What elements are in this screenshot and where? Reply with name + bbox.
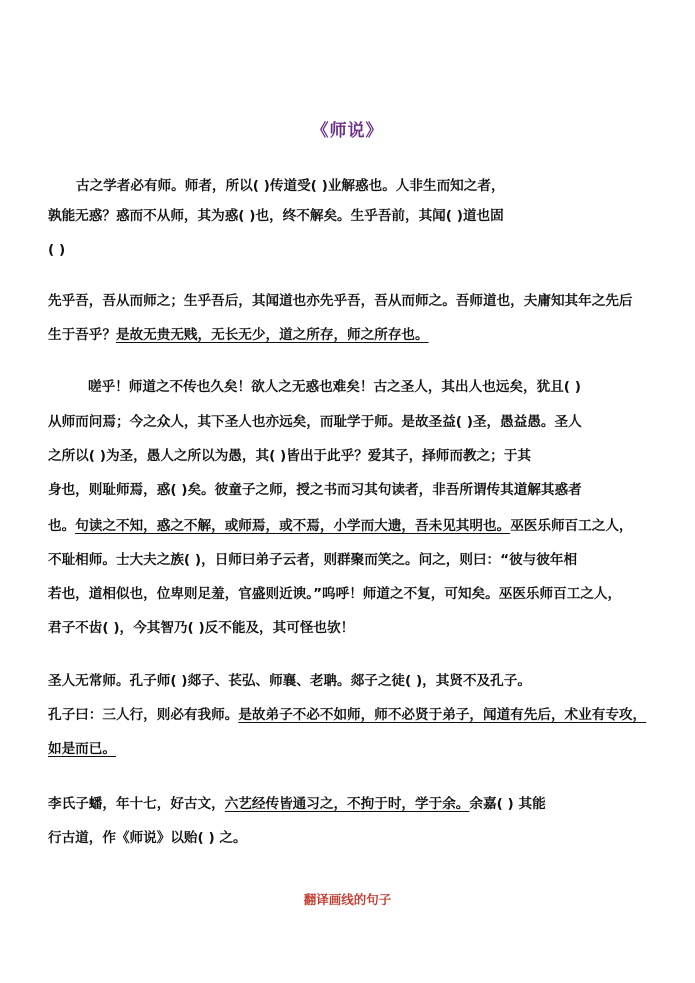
passage-line	[48, 240, 658, 260]
text-segment: 古之学者必有师。师者，所以( )传道受( )业解惑也。人非生而知之者，	[76, 178, 505, 194]
passage-line	[48, 705, 658, 725]
passage-line	[48, 516, 658, 536]
text-segment: 巫医乐师百工之人，	[510, 518, 633, 534]
text-segment: 孔子曰：三人行，则必有我师。	[48, 707, 239, 723]
passage-line	[48, 412, 658, 432]
text-segment: 若也，道相似也，位卑则足羞，官盛则近谀。”呜呼！师道之不复，可知矣。巫医乐师百工之人，	[48, 586, 622, 602]
text-segment: 不耻相师。士大夫之族( )，日师曰弟子云者，则群聚而笑之。问之，则曰：“彼与彼年相	[48, 552, 578, 568]
passage-line	[48, 671, 658, 691]
text-segment: 身也，则耻师焉，惑( )矣。彼童子之师，授之书而习其句读者，非吾所谓传其道解其惑者	[48, 482, 582, 498]
text-segment: 行古道，作《师说》以贻( ) 之。	[48, 830, 247, 846]
passage-line	[48, 291, 658, 311]
passage-line	[48, 828, 658, 848]
passage-line	[48, 325, 658, 345]
text-segment: 李氏子蟠，年十七，好古文，	[48, 796, 225, 812]
underlined-sentence: 是故弟子不必不如师，师不必贤于弟子，闻道有先后，术业有专攻，	[238, 707, 647, 723]
text-segment: ( )	[48, 242, 66, 258]
passage-line	[48, 176, 686, 196]
text-segment: 圣人无常师。孔子师( )郯子、苌弘、师襄、老聃。郯子之徒( )，其贤不及孔子。	[48, 673, 531, 689]
passage-line	[48, 206, 658, 226]
text-segment: 从师而问焉；今之众人，其下圣人也亦远矣，而耻学于师。是故圣益( )圣，愚益愚。圣人	[48, 414, 582, 430]
text-segment: 君子不齿( )，今其智乃( )反不能及，其可怪也欤！	[48, 620, 355, 636]
text-segment: 先乎吾，吾从而师之；生乎吾后，其闻道也亦先乎吾，吾从而师之。吾师道也，夫庸知其年之先后	[48, 293, 633, 309]
passage-line	[48, 480, 658, 500]
passage-line	[48, 446, 658, 466]
passage-line	[48, 739, 658, 759]
passage-line	[48, 794, 658, 814]
underlined-sentence: 六艺经传皆通习之，不拘于时，学于余。	[224, 796, 470, 812]
text-segment: 也。	[48, 518, 76, 534]
footer-instruction: 翻译画线的句子	[303, 892, 392, 907]
underlined-sentence: 句读之不知，惑之不解，或师焉，或不焉，小学而大遗，吾未见其明也。	[75, 518, 511, 534]
passage-line	[48, 618, 658, 638]
passage-line	[48, 550, 658, 570]
page-title: 《师说》	[311, 121, 384, 141]
underlined-sentence: 如是而已。	[48, 741, 116, 757]
passage-line	[48, 584, 658, 604]
text-segment: 之所以( )为圣，愚人之所以为愚，其( )皆出于此乎？爱其子，择师而教之；于其	[48, 448, 531, 464]
passage-line	[48, 377, 695, 397]
underlined-sentence: 是故无贵无贱，无长无少，道之所存，师之所存也。	[115, 327, 429, 343]
text-segment: 孰能无惑？惑而不从师，其为惑( )也，终不解矣。生乎吾前，其闻( )道也固	[48, 208, 504, 224]
text-segment: 嗟乎！师道之不传也久矣！欲人之无惑也难矣！古之圣人，其出人也远矣，犹且( )	[88, 379, 581, 395]
text-segment: 生于吾乎？	[48, 327, 116, 343]
text-segment: 余嘉( ) 其能	[469, 796, 546, 812]
